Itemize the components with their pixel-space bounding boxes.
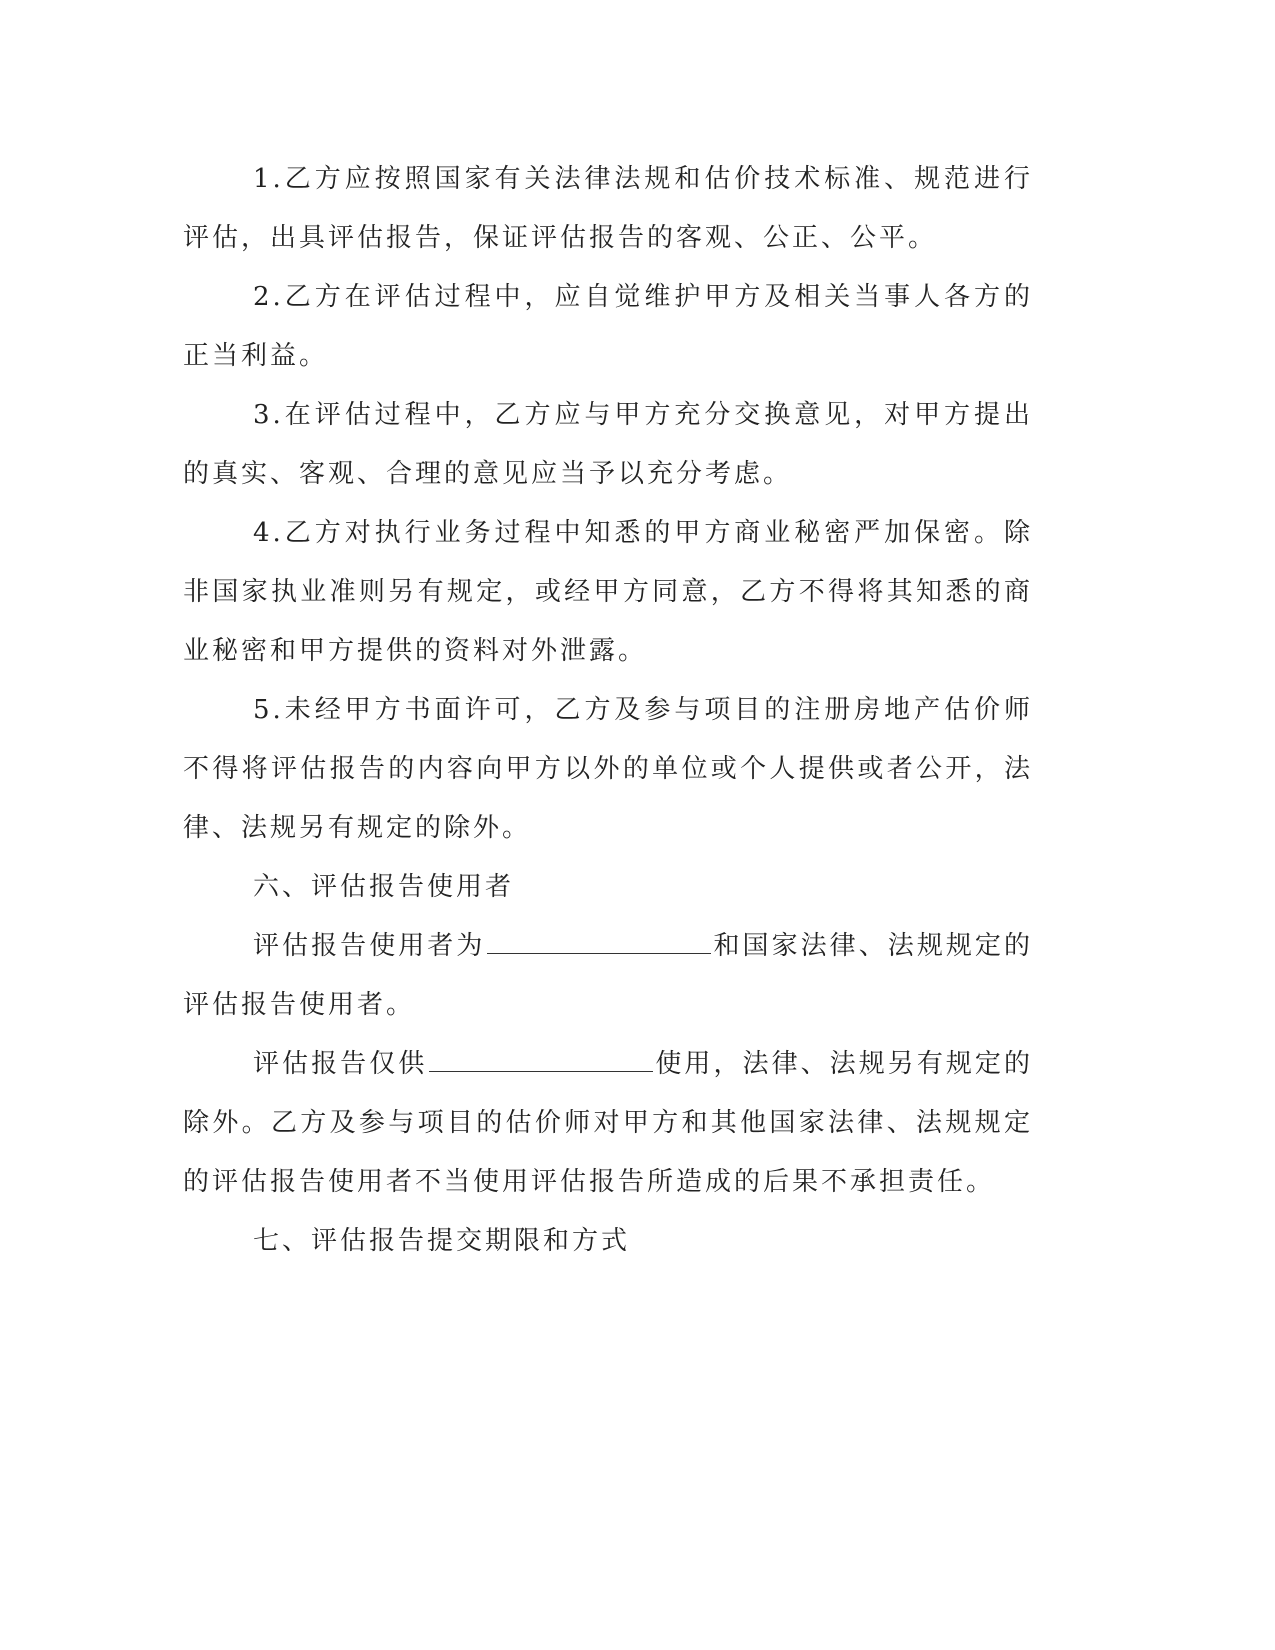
- report-only-for-paragraph: [183, 1035, 1033, 1212]
- document-body: [183, 150, 1033, 1271]
- report-users-text-before: 评估报告使用者为: [253, 931, 486, 961]
- section-heading-6: 六、评估报告使用者: [253, 872, 515, 902]
- clause-3: 3.在评估过程中，乙方应与甲方充分交换意见，对甲方提出的真实、客观、合理的意见应当予以充分考虑。: [183, 400, 1033, 489]
- report-users-text-after: 和国家法律、法规规定的评估报告使用者。: [183, 931, 1033, 1020]
- report-only-blank: [429, 1049, 653, 1072]
- clause-2: 2.乙方在评估过程中，应自觉维护甲方及相关当事人各方的正当利益。: [183, 282, 1033, 371]
- section-heading-7: 七、评估报告提交期限和方式: [253, 1226, 631, 1256]
- report-users-paragraph: [183, 917, 1033, 1035]
- report-only-text-after: 使用，法律、法规另有规定的除外。乙方及参与项目的估价师对甲方和其他国家法律、法规规定的评估报告使用者不当使用评估报告所造成的后果不承担责任。: [183, 1049, 1033, 1197]
- report-only-text-before: 评估报告仅供: [253, 1049, 428, 1079]
- clause-1: 1.乙方应按照国家有关法律法规和估价技术标准、规范进行评估，出具评估报告，保证评估报告的客观、公正、公平。: [183, 164, 1033, 253]
- clause-4: 4.乙方对执行业务过程中知悉的甲方商业秘密严加保密。除非国家执业准则另有规定，或经甲方同意，乙方不得将其知悉的商业秘密和甲方提供的资料对外泄露。: [183, 518, 1033, 666]
- clause-5: 5.未经甲方书面许可，乙方及参与项目的注册房地产估价师不得将评估报告的内容向甲方以外的单位或个人提供或者公开，法律、法规另有规定的除外。: [183, 695, 1033, 843]
- report-users-blank: [487, 931, 711, 954]
